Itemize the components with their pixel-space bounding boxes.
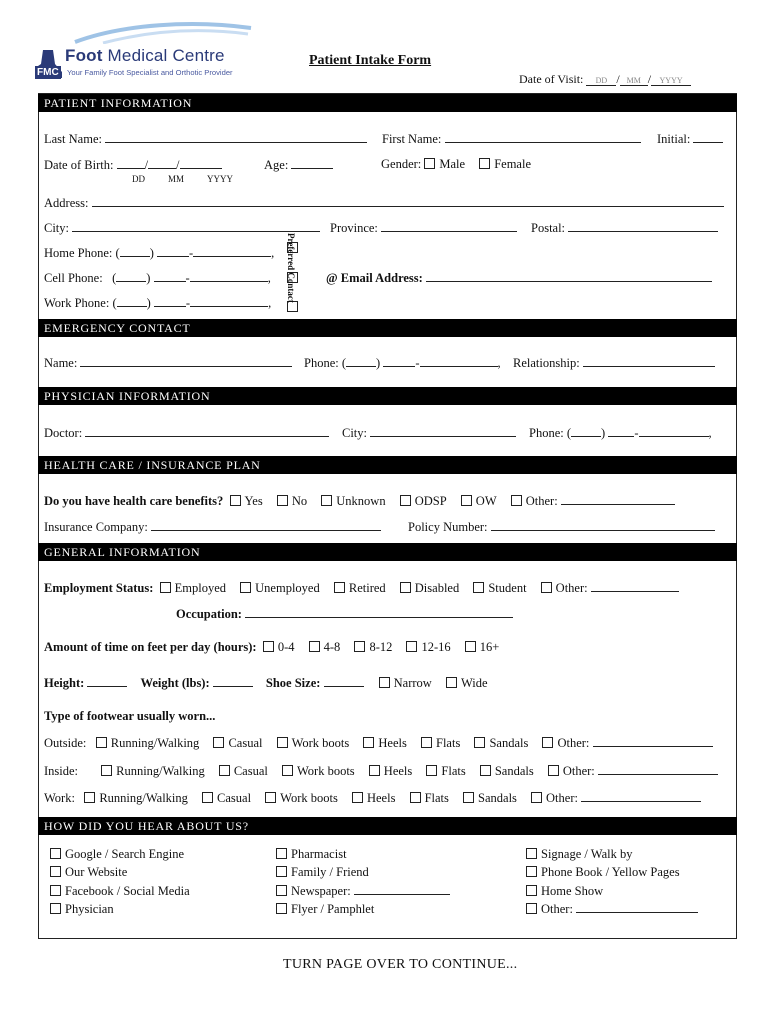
- emergency-phone-prefix[interactable]: [383, 355, 415, 367]
- cell-phone-area[interactable]: [116, 270, 146, 282]
- home-show-checkbox[interactable]: [526, 885, 537, 896]
- postal-row: Postal:: [531, 220, 718, 236]
- home-phone-row: Home Phone: ( ) - ,: [44, 246, 275, 260]
- dob-day-field[interactable]: [117, 157, 145, 169]
- benefits-odsp-checkbox[interactable]: [400, 495, 411, 506]
- inside-casual-checkbox[interactable]: [219, 765, 230, 776]
- physician-checkbox[interactable]: [50, 903, 61, 914]
- work-running-checkbox[interactable]: [84, 792, 95, 803]
- dob-year-field[interactable]: [180, 157, 222, 169]
- initial-row: Initial:: [657, 131, 723, 147]
- logo: [33, 20, 258, 80]
- swoosh-icon: [73, 22, 253, 44]
- benefits-ow-checkbox[interactable]: [461, 495, 472, 506]
- hear-col-1: [50, 845, 190, 918]
- emergency-phone-row: Phone: ( ) - ,: [304, 356, 501, 370]
- dob-row: Date of Birth: / /: [44, 157, 222, 173]
- work-heels-checkbox[interactable]: [352, 792, 363, 803]
- section-patient: PATIENT INFORMATION: [38, 94, 737, 112]
- physician-phone-area[interactable]: [571, 425, 601, 437]
- logo-tagline: Your Family Foot Specialist and Orthotic Provider: [67, 68, 233, 77]
- flyer-checkbox[interactable]: [276, 903, 287, 914]
- cell-phone-prefix[interactable]: [154, 270, 186, 282]
- work-sandals-checkbox[interactable]: [463, 792, 474, 803]
- outside-flats-checkbox[interactable]: [421, 737, 432, 748]
- list-item: Signage / Walk by: [526, 845, 698, 863]
- google-checkbox[interactable]: [50, 848, 61, 859]
- occupation-field[interactable]: [245, 606, 513, 618]
- home-phone-number[interactable]: [193, 245, 271, 257]
- form-title: Patient Intake Form: [309, 53, 432, 68]
- inside-workboots-checkbox[interactable]: [282, 765, 293, 776]
- postal-field[interactable]: [568, 220, 718, 232]
- employment-row: Employment Status: Employed Unemployed Retired Disabled Student Other:: [44, 580, 679, 596]
- hear-col-3: [526, 845, 698, 918]
- age-field[interactable]: [291, 157, 333, 169]
- work-other-checkbox[interactable]: [531, 792, 542, 803]
- list-item: Our Website: [50, 863, 190, 881]
- list-item: Home Show: [526, 882, 698, 900]
- inside-flats-checkbox[interactable]: [426, 765, 437, 776]
- outside-other-checkbox[interactable]: [542, 737, 553, 748]
- hear-other-checkbox[interactable]: [526, 903, 537, 914]
- outside-sandals-checkbox[interactable]: [474, 737, 485, 748]
- province-row: Province:: [330, 220, 517, 236]
- city-row: City:: [44, 220, 320, 236]
- female-checkbox[interactable]: [479, 158, 490, 169]
- relationship-field[interactable]: [583, 355, 715, 367]
- preferred-contact-label: Preferred Contact: [286, 233, 296, 303]
- disabled-checkbox[interactable]: [400, 582, 411, 593]
- hours-0-4-checkbox[interactable]: [263, 641, 274, 652]
- age-row: Age:: [264, 157, 333, 173]
- work-phone-number[interactable]: [190, 295, 268, 307]
- insurance-company-field[interactable]: [151, 519, 381, 531]
- list-item: Family / Friend: [276, 863, 450, 881]
- occupation-row: Occupation:: [176, 606, 513, 622]
- physician-phone-prefix[interactable]: [608, 425, 634, 437]
- work-flats-checkbox[interactable]: [410, 792, 421, 803]
- footwear-work-row: Work: Running/Walking Casual Work boots Heels Flats Sandals Other:: [44, 790, 701, 806]
- student-checkbox[interactable]: [473, 582, 484, 593]
- doctor-field[interactable]: [85, 425, 329, 437]
- cell-phone-number[interactable]: [190, 270, 268, 282]
- work-phone-area[interactable]: [117, 295, 147, 307]
- first-name-field[interactable]: [445, 131, 641, 143]
- work-casual-checkbox[interactable]: [202, 792, 213, 803]
- emergency-phone-area[interactable]: [346, 355, 376, 367]
- list-item: Pharmacist: [276, 845, 450, 863]
- employment-other-field[interactable]: [591, 580, 679, 592]
- outside-heels-checkbox[interactable]: [363, 737, 374, 748]
- list-item: Physician: [50, 900, 190, 918]
- outside-other-field[interactable]: [593, 735, 713, 747]
- benefits-other-checkbox[interactable]: [511, 495, 522, 506]
- inside-running-checkbox[interactable]: [101, 765, 112, 776]
- emergency-name-row: Name:: [44, 355, 292, 371]
- footwear-outside-row: Outside: Running/Walking Casual Work boots Heels Flats Sandals Other:: [44, 735, 713, 751]
- emergency-phone-number[interactable]: [420, 355, 498, 367]
- inside-sandals-checkbox[interactable]: [480, 765, 491, 776]
- height-field[interactable]: [87, 675, 127, 687]
- cell-phone-row: Cell Phone: ( ) - ,: [44, 271, 271, 285]
- last-name-field[interactable]: [105, 131, 367, 143]
- work-phone-prefix[interactable]: [154, 295, 186, 307]
- website-checkbox[interactable]: [50, 866, 61, 877]
- first-name-row: First Name:: [382, 131, 641, 147]
- unemployed-checkbox[interactable]: [240, 582, 251, 593]
- list-item: Newspaper:: [276, 882, 450, 900]
- logo-badge: FMC: [37, 67, 59, 78]
- logo-name: Foot Medical Centre: [65, 46, 225, 65]
- work-other-field[interactable]: [581, 790, 701, 802]
- footwear-title: Type of footwear usually worn...: [44, 709, 216, 723]
- city-field[interactable]: [72, 220, 320, 232]
- time-on-feet-row: Amount of time on feet per day (hours): 0-4 4-8 8-12 12-16 16+: [44, 640, 500, 654]
- shoe-size-field[interactable]: [324, 675, 364, 687]
- physician-phone-number[interactable]: [639, 425, 709, 437]
- dob-mm-label: MM: [168, 174, 185, 184]
- section-general: GENERAL INFORMATION: [38, 543, 737, 561]
- retired-checkbox[interactable]: [334, 582, 345, 593]
- inside-other-checkbox[interactable]: [548, 765, 559, 776]
- policy-row: Policy Number:: [408, 519, 715, 535]
- inside-other-field[interactable]: [598, 763, 718, 775]
- physician-city-field[interactable]: [370, 425, 516, 437]
- newspaper-field[interactable]: [354, 883, 450, 895]
- benefits-unknown-checkbox[interactable]: [321, 495, 332, 506]
- home-phone-prefix[interactable]: [157, 245, 189, 257]
- wide-checkbox[interactable]: [446, 677, 457, 688]
- work-workboots-checkbox[interactable]: [265, 792, 276, 803]
- list-item: Phone Book / Yellow Pages: [526, 863, 698, 881]
- section-insurance: HEALTH CARE / INSURANCE PLAN: [38, 456, 737, 474]
- narrow-checkbox[interactable]: [379, 677, 390, 688]
- pharmacist-checkbox[interactable]: [276, 848, 287, 859]
- visit-year-field[interactable]: YYYY: [651, 74, 691, 86]
- family-friend-checkbox[interactable]: [276, 866, 287, 877]
- outside-workboots-checkbox[interactable]: [277, 737, 288, 748]
- physician-city-row: City:: [342, 425, 516, 441]
- facebook-checkbox[interactable]: [50, 885, 61, 896]
- list-item: Flyer / Pamphlet: [276, 900, 450, 918]
- emergency-name-field[interactable]: [80, 355, 292, 367]
- hours-4-8-checkbox[interactable]: [309, 641, 320, 652]
- visit-day-field[interactable]: DD: [586, 74, 616, 86]
- address-row: Address:: [44, 195, 724, 211]
- physician-phone-row: Phone: ( ) - ,: [529, 426, 712, 440]
- section-hear: HOW DID YOU HEAR ABOUT US?: [38, 817, 737, 835]
- hours-16-plus-checkbox[interactable]: [465, 641, 476, 652]
- employed-checkbox[interactable]: [160, 582, 171, 593]
- date-of-visit: Date of Visit: DD / MM / YYYY: [519, 72, 691, 87]
- home-phone-area[interactable]: [120, 245, 150, 257]
- section-physician: PHYSICIAN INFORMATION: [38, 387, 737, 405]
- phone-book-checkbox[interactable]: [526, 866, 537, 877]
- last-name-row: Last Name:: [44, 131, 367, 147]
- visit-month-field[interactable]: MM: [620, 74, 648, 86]
- doctor-row: Doctor:: [44, 425, 329, 441]
- policy-field[interactable]: [491, 519, 715, 531]
- benefits-no-checkbox[interactable]: [277, 495, 288, 506]
- hear-col-2: [276, 845, 450, 918]
- benefits-row: Do you have health care benefits? Yes No Unknown ODSP OW Other:: [44, 493, 675, 509]
- email-row: @ Email Address:: [326, 270, 712, 286]
- inside-heels-checkbox[interactable]: [369, 765, 380, 776]
- hours-12-16-checkbox[interactable]: [406, 641, 417, 652]
- work-phone-row: Work Phone: ( ) - ,: [44, 296, 272, 310]
- relationship-row: Relationship:: [513, 355, 715, 371]
- section-emergency: EMERGENCY CONTACT: [38, 319, 737, 337]
- insurance-company-row: Insurance Company:: [44, 519, 381, 535]
- footer-note: TURN PAGE OVER TO CONTINUE...: [283, 957, 518, 972]
- list-item: Facebook / Social Media: [50, 882, 190, 900]
- male-checkbox[interactable]: [424, 158, 435, 169]
- email-field[interactable]: [426, 270, 712, 282]
- benefits-yes-checkbox[interactable]: [230, 495, 241, 506]
- gender-row: Gender: Male Female: [381, 157, 531, 171]
- province-field[interactable]: [381, 220, 517, 232]
- outside-running-checkbox[interactable]: [96, 737, 107, 748]
- dob-dd-label: DD: [132, 174, 145, 184]
- dob-month-field[interactable]: [148, 157, 176, 169]
- initial-field[interactable]: [693, 131, 723, 143]
- address-field[interactable]: [92, 195, 724, 207]
- outside-casual-checkbox[interactable]: [213, 737, 224, 748]
- benefits-other-field[interactable]: [561, 493, 675, 505]
- signage-checkbox[interactable]: [526, 848, 537, 859]
- hours-8-12-checkbox[interactable]: [354, 641, 365, 652]
- newspaper-checkbox[interactable]: [276, 885, 287, 896]
- measurements-row: Height: Weight (lbs): Shoe Size: Narrow Wide: [44, 676, 488, 690]
- list-item: Other:: [526, 900, 698, 918]
- dob-yyyy-label: YYYY: [207, 174, 233, 184]
- hear-other-field[interactable]: [576, 901, 698, 913]
- employment-other-checkbox[interactable]: [541, 582, 552, 593]
- footwear-inside-row: Inside: Running/Walking Casual Work boots Heels Flats Sandals Other:: [44, 763, 718, 779]
- list-item: Google / Search Engine: [50, 845, 190, 863]
- weight-field[interactable]: [213, 675, 253, 687]
